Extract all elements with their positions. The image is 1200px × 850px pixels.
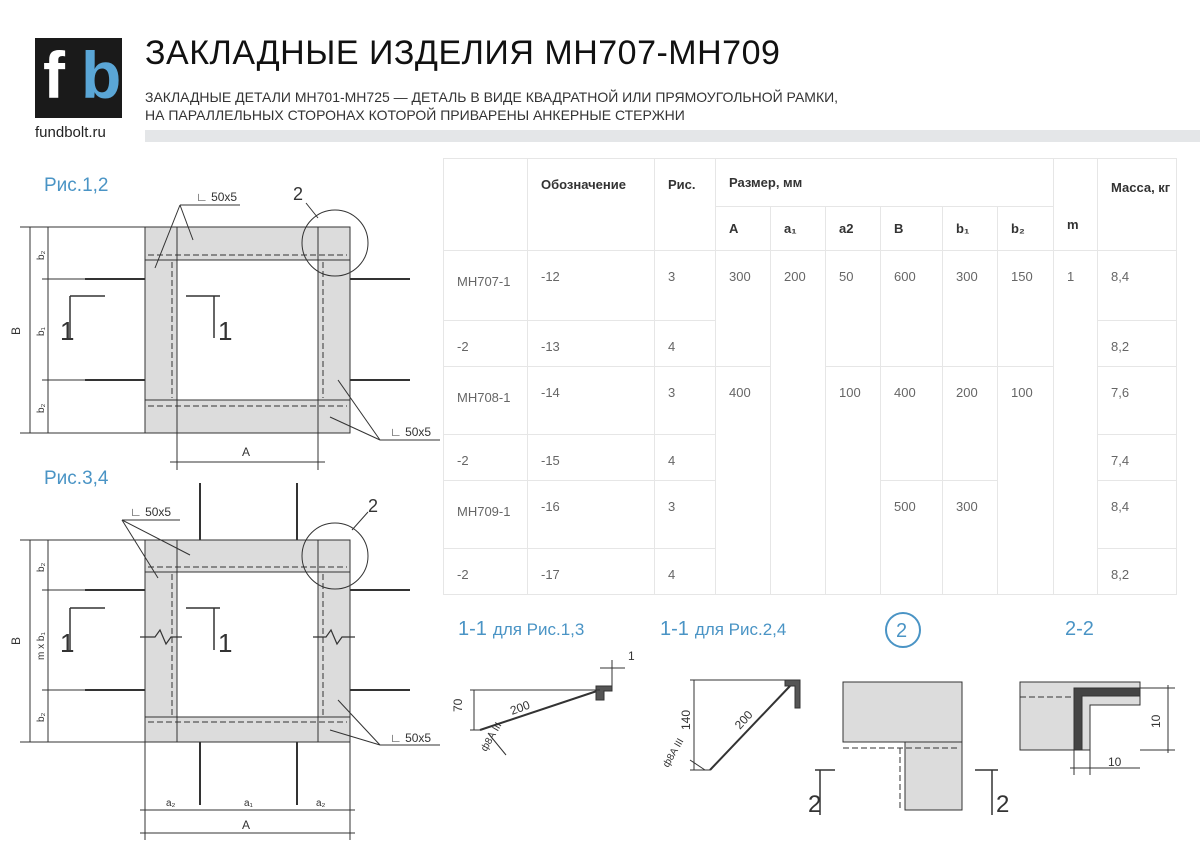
table-header-row-1 — [444, 159, 1177, 207]
s11-dim-phi8: ф8А III — [479, 720, 505, 754]
fig34-dim-b2-bottom: b₂ — [36, 712, 47, 722]
table-row — [444, 251, 1177, 321]
cell-mark: -2 — [444, 321, 528, 367]
header-m: m — [1054, 159, 1098, 251]
section-11-fig13-title — [458, 618, 584, 641]
cell-mass: 8,4 — [1098, 481, 1177, 549]
cell-b1: 200 — [943, 367, 998, 481]
cell-a1: 200 — [771, 251, 826, 595]
fig12-sec1-left: 1 — [60, 316, 75, 346]
fig34-dim-a1: a₁ — [244, 798, 253, 809]
cell-designation: -17 — [528, 549, 655, 595]
header-b1: b₁ — [943, 207, 998, 251]
fig34-callout: 2 — [368, 496, 379, 516]
header-designation: Обозначение — [528, 159, 655, 251]
fig12-angle-top: ∟ 50x5 — [196, 190, 238, 204]
cell-b1: 300 — [943, 251, 998, 367]
header-mark — [444, 159, 528, 251]
cell-mark: -2 — [444, 435, 528, 481]
s11-dim-200: 200 — [508, 697, 532, 718]
s11b-dim-200: 200 — [731, 707, 756, 733]
cell-fig: 4 — [655, 435, 716, 481]
s22-dim-10-horizontal: 10 — [1108, 755, 1122, 769]
cell-m: 1 — [1054, 251, 1098, 595]
cell-B: 400 — [881, 367, 943, 481]
header-size: Размер, мм — [716, 159, 1054, 207]
cell-designation: -15 — [528, 435, 655, 481]
fig12-dim-b2-bottom: b₂ — [36, 403, 47, 413]
cell-designation: -16 — [528, 481, 655, 549]
fig12-label: Рис.1,2 — [44, 175, 109, 196]
header-b2: b₂ — [998, 207, 1054, 251]
fig34-label: Рис.3,4 — [44, 468, 109, 489]
header-B: B — [881, 207, 943, 251]
s22-dim-10-vertical: 10 — [1149, 714, 1163, 728]
fig12-dim-b2-top: b₂ — [36, 250, 47, 260]
fig34-angle-top: ∟ 50x5 — [130, 505, 172, 519]
fig34-dim-mb1: m x b₁ — [36, 632, 47, 660]
cell-fig: 3 — [655, 367, 716, 435]
header-a2: a2 — [826, 207, 881, 251]
cell-fig: 3 — [655, 481, 716, 549]
cell-mass: 8,2 — [1098, 321, 1177, 367]
cell-fig: 3 — [655, 251, 716, 321]
logo-site: fundbolt.ru — [35, 124, 106, 141]
cell-B: 500 — [881, 481, 943, 595]
section-11-fig24-mark: 1-1 — [660, 618, 689, 640]
logo-letter-f: f — [43, 38, 65, 112]
s11-dim-70: 70 — [451, 698, 465, 712]
node2-cut-left: 2 — [808, 791, 822, 818]
section-22-labels — [1108, 714, 1163, 769]
fig34-dim-b2-top: b₂ — [36, 562, 47, 572]
node2-cut-right: 2 — [996, 791, 1010, 818]
subtitle-line-2: НА ПАРАЛЛЕЛЬНЫХ СТОРОНАХ КОТОРОЙ ПРИВАРЕНЫ АНКЕРНЫЕ СТЕРЖНИ — [145, 107, 685, 123]
fig34-dim-A: A — [242, 818, 251, 832]
cell-mark: МН707-1 — [444, 251, 528, 321]
spec-table — [443, 158, 1177, 595]
cell-mark: -2 — [444, 549, 528, 595]
fig34-sec1-left: 1 — [60, 628, 75, 658]
node2-drawing — [815, 613, 998, 815]
cell-designation: -14 — [528, 367, 655, 435]
node2-number: 2 — [896, 620, 908, 642]
s11-dim-1: 1 — [628, 649, 635, 663]
fig12-angle-bottom: ∟ 50x5 — [390, 425, 432, 439]
cell-b1: 300 — [943, 481, 998, 595]
cell-fig: 4 — [655, 321, 716, 367]
cell-mark: МН709-1 — [444, 481, 528, 549]
cell-mass: 8,2 — [1098, 549, 1177, 595]
section-11-fig13-mark: 1-1 — [458, 618, 487, 640]
section-11-fig24-labels — [660, 708, 756, 770]
fig12-dim-B: B — [9, 326, 23, 335]
cell-a2: 50 — [826, 251, 881, 367]
header-a1: a₁ — [771, 207, 826, 251]
fig34-drawing — [20, 483, 440, 840]
fig34-dim-a2-right: a₂ — [316, 798, 326, 809]
section-11-fig13-note: для Рис.1,3 — [492, 620, 585, 639]
cell-mass: 7,4 — [1098, 435, 1177, 481]
cell-mark: МН708-1 — [444, 367, 528, 435]
subtitle-line-1: ЗАКЛАДНЫЕ ДЕТАЛИ МН701-МН725 — ДЕТАЛЬ В ВИДЕ КВАДРАТНОЙ ИЛИ ПРЯМОУГОЛЬНОЙ РАМКИ, — [145, 89, 839, 105]
section-11-fig24-title — [660, 618, 786, 641]
fig34-angle-bottom: ∟ 50x5 — [390, 731, 432, 745]
cell-B: 600 — [881, 251, 943, 367]
cell-A: 300 — [716, 251, 771, 367]
fig12-callout: 2 — [293, 184, 304, 204]
cell-b2: 150 — [998, 251, 1054, 367]
s11b-dim-140: 140 — [679, 709, 693, 730]
section-22-title: 2-2 — [1065, 618, 1094, 640]
section-11-fig13-labels — [451, 649, 635, 754]
cell-mass: 8,4 — [1098, 251, 1177, 321]
fig12-dim-b1: b₁ — [36, 327, 47, 336]
fig34-dim-a2-left: a₂ — [166, 798, 176, 809]
cell-fig: 4 — [655, 549, 716, 595]
logo-letter-b: b — [81, 38, 122, 112]
header-mass: Масса, кг — [1098, 159, 1177, 251]
fig34-sec1-right: 1 — [218, 628, 233, 658]
cell-designation: -13 — [528, 321, 655, 367]
fig34-dim-B: B — [9, 636, 23, 645]
header-fig: Рис. — [655, 159, 716, 251]
page-title: ЗАКЛАДНЫЕ ИЗДЕЛИЯ МН707-МН709 — [145, 34, 781, 72]
cell-A: 400 — [716, 367, 771, 595]
header-A: A — [716, 207, 771, 251]
cell-b2: 100 — [998, 367, 1054, 595]
section-11-fig24-note: для Рис.2,4 — [694, 620, 787, 639]
s11b-dim-phi8: ф8А III — [661, 736, 687, 770]
cell-a2: 100 — [826, 367, 881, 595]
cell-mass: 7,6 — [1098, 367, 1177, 435]
fig12-sec1-right: 1 — [218, 316, 233, 346]
fig12-dim-A: A — [242, 445, 251, 459]
cell-designation: -12 — [528, 251, 655, 321]
